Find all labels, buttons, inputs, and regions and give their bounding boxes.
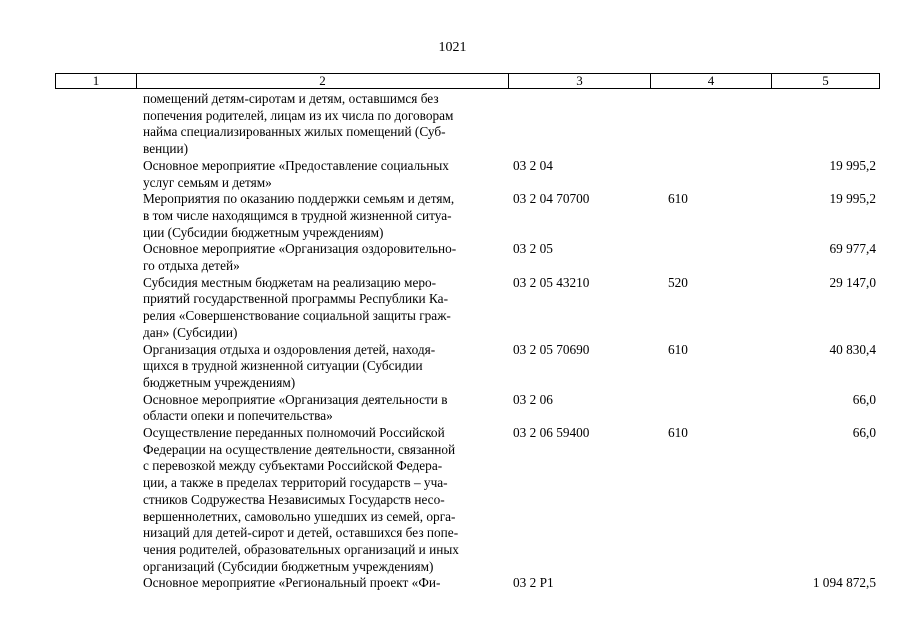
table-row (0, 342, 905, 392)
row-amount: 66,0 (852, 391, 876, 407)
description-line: Осуществление переданных полномочий Российской (143, 425, 445, 441)
description-line: Основное мероприятие «Региональный проект «Фи- (143, 575, 441, 591)
description-line: щихся в трудной жизненной ситуации (Субсидии (143, 358, 423, 374)
description-line: Основное мероприятие «Организация оздоровительно- (143, 241, 457, 257)
row-description (143, 392, 505, 425)
table-row (0, 575, 905, 592)
description-line: помещений детям-сиротам и детям, оставшимся без (143, 91, 439, 106)
description-line: низаций для детей-сирот и детей, оставшихся без попе- (143, 525, 459, 541)
description-line: венции) (143, 141, 188, 157)
row-code: 03 2 05 43210 (513, 274, 590, 290)
row-amount: 69 977,4 (829, 241, 876, 257)
description-line: дан» (Субсидии) (143, 324, 238, 340)
table-row (0, 191, 905, 241)
table-row (0, 241, 905, 274)
description-line: Федерации на осуществление деятельности, связанной (143, 441, 456, 457)
header-col-2: 2 (319, 73, 326, 88)
description-line: Мероприятия по оказанию поддержки семьям и детям, (143, 191, 455, 207)
description-line: Субсидия местным бюджетам на реализацию меро- (143, 274, 437, 290)
description-line: бюджетным учреждениям) (143, 374, 296, 390)
description-line: вершеннолетних, самовольно ушедших из семей, орга- (143, 508, 456, 524)
row-description (143, 191, 505, 241)
description-line: Основное мероприятие «Предоставление социальных (143, 157, 449, 173)
table-row (0, 158, 905, 191)
row-amount: 1 094 872,5 (812, 575, 876, 591)
row-amount: 40 830,4 (829, 341, 876, 357)
row-type: 610 (668, 341, 688, 357)
header-col-4: 4 (707, 73, 715, 88)
row-description (143, 158, 505, 191)
row-amount: 66,0 (852, 425, 876, 441)
description-line: релия «Совершенствование социальной защиты граж- (143, 308, 451, 324)
description-line: организаций (Субсидии бюджетным учреждениям) (143, 558, 434, 574)
row-description (143, 425, 505, 575)
row-description (143, 91, 505, 158)
header-col-1: 1 (92, 73, 100, 88)
row-code: 03 2 04 70700 (513, 191, 590, 207)
row-description (143, 241, 505, 274)
row-type: 520 (668, 274, 688, 290)
header-col-3: 3 (576, 73, 583, 88)
row-description (143, 275, 505, 342)
table-row (0, 91, 905, 158)
description-line: в том числе находящимся в трудной жизненной ситуа- (143, 207, 452, 223)
description-line: попечения родителей, лицам из их числа по договорам (143, 107, 454, 123)
row-type: 610 (668, 425, 688, 441)
table-row (0, 275, 905, 342)
row-code: 03 2 04 (513, 157, 553, 173)
description-line: Основное мероприятие «Организация деятельности в (143, 391, 448, 407)
description-line: области опеки и попечительства» (143, 408, 333, 424)
description-line: Организация отдыха и оздоровления детей, находя- (143, 341, 436, 357)
row-amount: 29 147,0 (829, 274, 876, 290)
row-description (143, 342, 505, 392)
row-amount: 19 995,2 (829, 157, 876, 173)
description-line: с перевозкой между субъектами Российской Федера- (143, 458, 443, 474)
row-code: 03 2 06 59400 (513, 425, 590, 441)
row-code: 03 2 P1 (513, 575, 554, 591)
description-line: стников Содружества Независимых Государств несо- (143, 491, 445, 507)
table-row (0, 392, 905, 425)
description-line: ции, а также в пределах территорий государств – уча- (143, 475, 448, 491)
description-line: чения родителей, образовательных организаций и иных (143, 541, 459, 557)
description-line: найма специализированных жилых помещений (Суб- (143, 124, 446, 140)
row-description (143, 575, 505, 592)
row-amount: 19 995,2 (829, 191, 876, 207)
description-line: услуг семьям и детям» (143, 174, 272, 190)
header-col-5: 5 (822, 73, 829, 88)
description-line: приятий государственной программы Республики Ка- (143, 291, 449, 307)
row-type: 610 (668, 191, 688, 207)
row-code: 03 2 06 (513, 391, 553, 407)
row-code: 03 2 05 70690 (513, 341, 590, 357)
page-number: 1021 (438, 40, 467, 55)
table-body (0, 91, 905, 592)
description-line: го отдыха детей» (143, 258, 240, 274)
table-header-row (55, 73, 880, 89)
table-row (0, 425, 905, 575)
row-code: 03 2 05 (513, 241, 553, 257)
description-line: ции (Субсидии бюджетным учреждениям) (143, 224, 384, 240)
